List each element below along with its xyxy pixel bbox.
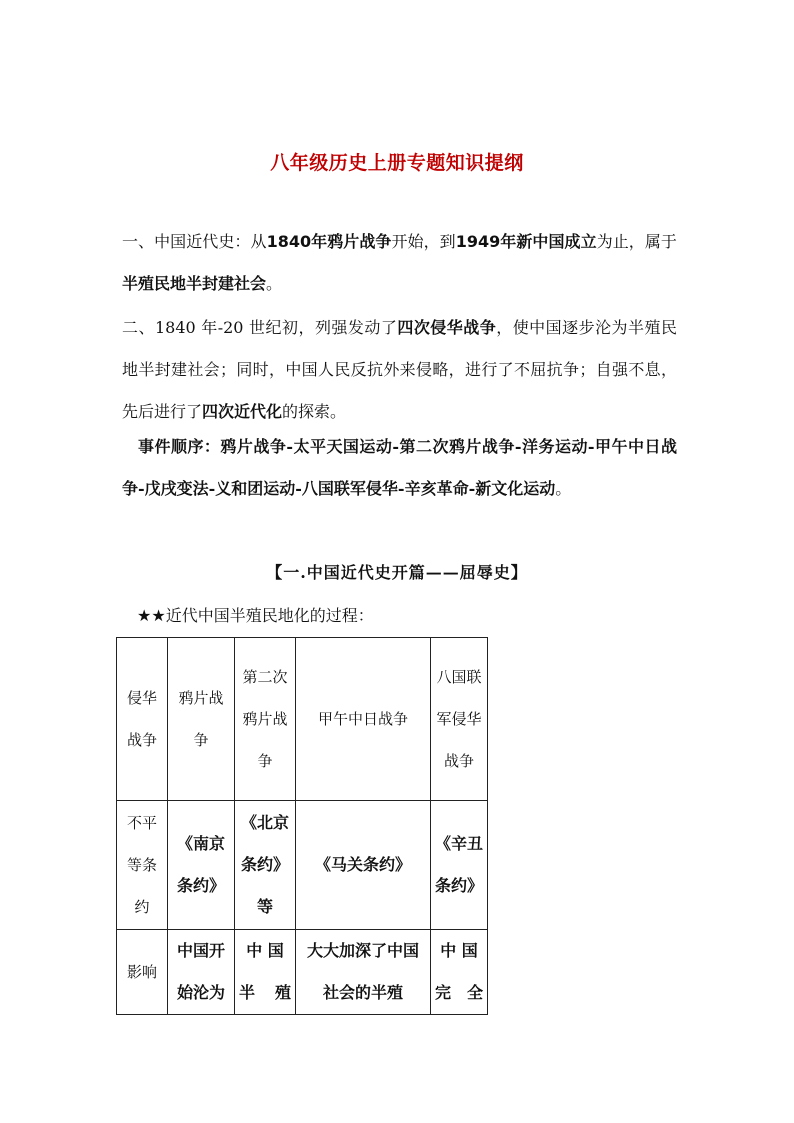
table-cell: 中 国 完 全 [431,930,488,1015]
table-cell: 鸦片战争 [168,638,235,801]
p3-label: 事件顺序： [138,437,221,456]
p1-new-china: 年新中国成立 [500,232,597,251]
p1-semi-colonial: 半殖民地半封建社会 [122,274,267,293]
p1-text-i: 。 [266,274,283,293]
p2-text-c: ，使中国逐步沦为半殖民地半封建社会；同时，中国人民反抗外来侵略，进行了不屈抗争；自强不息，先后进行了 [122,318,677,421]
subtitle-text: 近代中国半殖民地化的过程： [165,606,374,625]
table-cell: 《马关条约》 [296,801,431,930]
table-cell: 中 国 半 殖 [235,930,296,1015]
p2-four-modernizations: 四次近代化 [202,402,283,421]
table-cell: 《北京条约》等 [235,801,296,930]
table-row [117,638,488,801]
table-cell: 甲午中日战争 [296,638,431,801]
p2-text-a: 二、1840 年-20 世纪初，列强发动了 [122,318,398,337]
table-cell: 大大加深了中国社会的半殖 [296,930,431,1015]
table-cell: 中国开始沦为 [168,930,235,1015]
table-cell: 《南京条约》 [168,801,235,930]
star-icon: ★★ [137,606,166,625]
table-cell: 侵华战争 [117,638,168,801]
page-title: 八年级历史上册专题知识提纲 [270,152,524,174]
table-cell: 八国联军侵华战争 [431,638,488,801]
table-cell: 不平等条约 [117,801,168,930]
p1-text-d: 开始，到 [391,232,456,251]
table-cell: 第二次鸦片战争 [235,638,296,801]
p1-text-g: 为止，属于 [596,232,677,251]
history-table [116,637,488,1015]
p1-text-a: 一、中国近代史：从 [122,232,267,251]
p3-event-sequence: 鸦片战争-太平天国运动-第二次鸦片战争-洋务运动-甲午中日战争-戊戌变法-义和团运动-八国联军侵华-辛亥革命-新文化运动 [122,437,677,498]
p1-year-1840: 1840 [266,232,312,251]
p1-year-1949: 1949 [455,232,501,251]
paragraph-event-order [122,426,677,510]
section-heading: 【一.中国近代史开篇——屈辱史】 [266,563,528,582]
p1-opium-war: 年鸦片战争 [311,232,392,251]
subtitle-line [137,603,374,626]
table-cell: 《辛丑条约》 [431,801,488,930]
table-row [117,801,488,930]
paragraph-invasion-wars [122,307,677,433]
p3-period: 。 [555,479,572,498]
p2-four-wars: 四次侵华战争 [397,318,497,337]
paragraph-modern-history [122,221,677,305]
p2-text-e: 的探索。 [282,402,347,421]
table-row [117,930,488,1015]
table-cell: 影响 [117,930,168,1015]
